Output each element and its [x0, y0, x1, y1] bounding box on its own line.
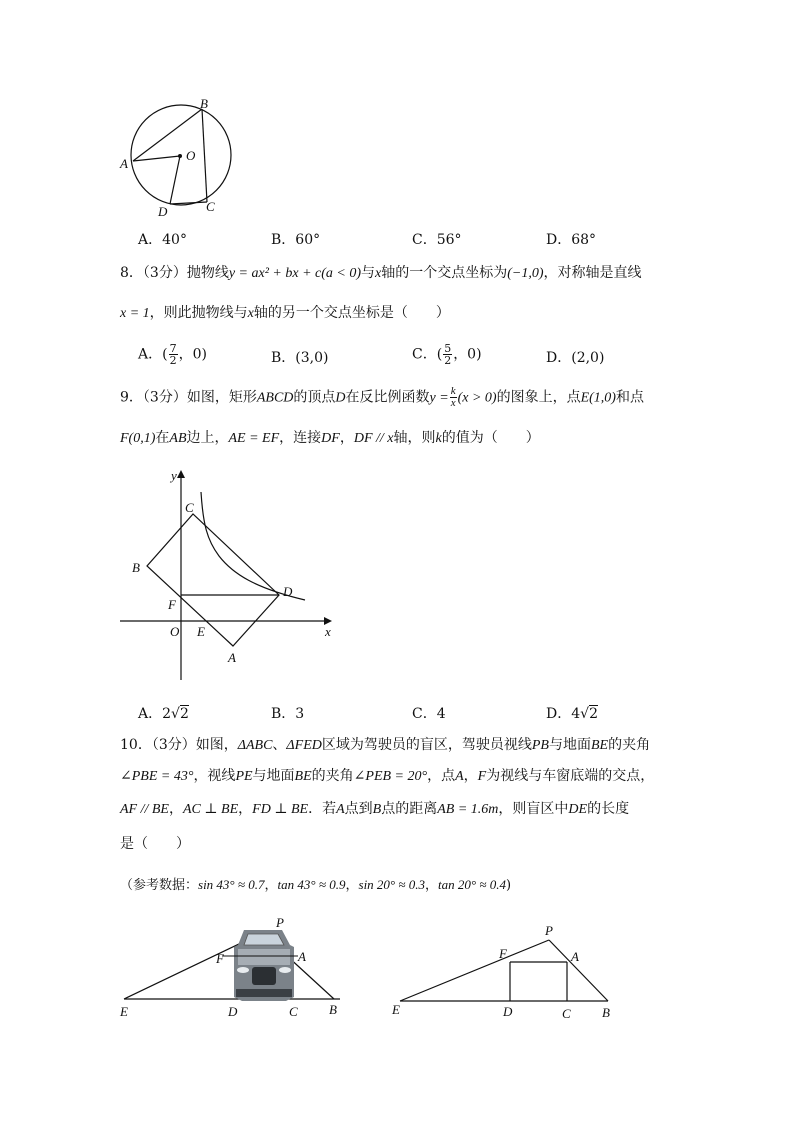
car-grille: [252, 967, 276, 985]
q10-fig2-label-d: D: [503, 1004, 513, 1019]
car-headlight-right: [279, 967, 291, 973]
stem-text: 的图象上，点: [496, 389, 581, 406]
stem-text: 为视线与车窗底端的交点，: [486, 768, 655, 784]
math-expr: sin 20° ≈ 0.3: [358, 877, 426, 892]
math-var: x: [375, 266, 382, 281]
q8-option-b[interactable]: [271, 347, 329, 367]
q10-fig1-label-c: C: [289, 1004, 298, 1019]
fraction-denominator: 2: [444, 354, 452, 367]
q8-option-c[interactable]: [412, 343, 482, 366]
option-text: (3,0): [295, 350, 329, 366]
option-letter: B．: [271, 232, 296, 248]
math-var: ABCD: [256, 390, 294, 406]
fraction: [443, 343, 452, 366]
option-letter: A．: [138, 232, 163, 248]
stem-text: 的夹角: [608, 737, 651, 753]
math-expr: sin 43° ≈ 0.7: [198, 877, 265, 892]
car-windshield: [244, 934, 284, 945]
math-expr: AF // BE: [120, 802, 169, 817]
option-letter: C．: [412, 232, 437, 248]
math-expr: (x > 0): [457, 390, 497, 406]
option-text: 68°: [571, 232, 597, 248]
q7-radius-od: [170, 156, 180, 204]
math-var: BE: [590, 738, 609, 753]
math-expr: AE = EF: [228, 431, 280, 446]
math-var: PB: [531, 738, 549, 753]
q10-reference-data: [120, 875, 511, 896]
math-expr: AB = 1.6m: [437, 802, 499, 817]
car-hood: [238, 949, 290, 965]
q9-option-a[interactable]: [138, 703, 189, 723]
math-expr: y = ax² + bx + c(a < 0): [228, 266, 362, 281]
stem-text: ，连接: [279, 430, 322, 446]
question-score: （3分）: [142, 389, 187, 406]
q7-chord-dc: [170, 202, 207, 204]
radicand: 2: [179, 706, 189, 722]
stem-text: 、: [272, 737, 287, 753]
math-var: F: [477, 769, 487, 784]
fraction-numerator: 7: [169, 342, 177, 355]
math-var: A: [455, 769, 464, 784]
math-var: x: [247, 306, 254, 321]
q7-circle-figure: [118, 96, 238, 221]
option-text: (: [436, 346, 443, 363]
q9-stem-line1: [120, 386, 644, 409]
q7-label-c: C: [206, 199, 215, 214]
q7-label-d: D: [158, 204, 168, 219]
q7-option-a[interactable]: [138, 229, 187, 249]
fraction-denominator: x: [450, 397, 456, 409]
fraction: [450, 386, 457, 409]
stem-text: 与地面: [252, 768, 295, 784]
sqrt-icon: √: [171, 706, 180, 722]
q10-fig2-label-b: B: [602, 1005, 610, 1020]
q10-stem-line3: [120, 799, 629, 820]
q10-fig1-label-d: D: [228, 1004, 238, 1019]
ref-text: ，: [425, 878, 439, 893]
q10-fig2-label-p: P: [545, 923, 553, 938]
question-score: （3分）: [142, 265, 187, 281]
q7-center-dot: [178, 154, 182, 158]
stem-text: 轴，则: [393, 430, 436, 446]
car-bumper: [236, 989, 292, 997]
q9-label-b: B: [132, 560, 140, 575]
stem-text: 点的距离: [381, 801, 438, 817]
option-text: 3: [295, 706, 305, 722]
question-score: （3分）: [151, 737, 196, 753]
stem-text: ，则盲区中: [498, 801, 569, 817]
stem-text: 如图，: [195, 737, 238, 753]
option-text: ，0): [178, 346, 207, 363]
q9-option-b[interactable]: [271, 703, 304, 723]
math-var: BE: [294, 769, 312, 784]
fraction-numerator: 5: [444, 342, 452, 355]
stem-text: ．若: [308, 801, 337, 817]
math-expr: y =: [429, 390, 449, 406]
stem-text: 是（ ）: [120, 836, 190, 852]
q8-option-a[interactable]: [138, 343, 207, 366]
math-expr: tan 43° ≈ 0.9: [277, 877, 346, 892]
fraction-denominator: 2: [169, 354, 177, 367]
q8-option-d[interactable]: [546, 347, 604, 367]
question-number: 8．: [120, 265, 143, 281]
q9-label-x: x: [325, 624, 331, 639]
math-expr: ∠PBE = 43°: [120, 769, 194, 784]
q10-fig1-label-b: B: [329, 1002, 337, 1017]
option-text: (2,0): [571, 350, 605, 366]
option-text: 60°: [295, 232, 321, 248]
math-var: k: [435, 431, 442, 446]
option-letter: D．: [546, 350, 572, 366]
stem-text: ，: [339, 430, 354, 446]
stem-text: 的夹角: [311, 768, 354, 784]
q10-fig1-label-a: A: [298, 949, 306, 964]
math-var: PE: [235, 769, 253, 784]
stem-text: 的值为（ ）: [441, 430, 540, 446]
q9-label-o: O: [170, 624, 180, 639]
q9-y-axis-arrow-icon: [177, 470, 185, 478]
q10-fig2-label-f: F: [499, 946, 507, 961]
q10-stem-line1: [120, 735, 650, 756]
q10-car-figure: [112, 915, 352, 1025]
question-number: 10．: [120, 737, 152, 753]
q10-fig2-label-c: C: [562, 1006, 571, 1021]
q9-option-c[interactable]: [412, 703, 446, 723]
q10-stem-line2: [120, 766, 654, 787]
stem-text: 的顶点: [293, 389, 336, 406]
math-expr: DF // x: [353, 431, 394, 446]
stem-text: 抛物线: [186, 265, 229, 281]
option-text: (: [162, 346, 168, 363]
option-letter: A．: [138, 706, 163, 722]
stem-text: 边上，: [186, 430, 229, 446]
stem-text: 轴的另一个交点坐标是（ ）: [253, 305, 450, 321]
radicand: 2: [589, 706, 598, 722]
stem-text: 在: [155, 430, 170, 446]
q10-stem-line4: [120, 834, 190, 854]
car-headlight-left: [237, 967, 249, 973]
q7-option-d[interactable]: [546, 229, 596, 249]
math-var: DE: [568, 802, 588, 817]
stem-text: 与: [361, 265, 376, 281]
math-point: E(1,0): [580, 390, 616, 406]
q7-label-a: A: [120, 156, 128, 171]
car-image-icon: [234, 930, 294, 1001]
q9-label-d: D: [283, 584, 293, 599]
stem-text: ，则此抛物线与: [149, 305, 248, 321]
ref-text: （参考数据：: [120, 878, 199, 893]
q9-coordinate-figure: [115, 462, 345, 684]
stem-text: ，: [169, 801, 183, 817]
option-letter: B．: [271, 350, 296, 366]
math-point: F(0,1): [120, 431, 156, 446]
stem-text: 和点: [615, 389, 644, 406]
q8-stem-line2: [120, 303, 450, 324]
option-letter: C．: [412, 346, 437, 363]
stem-text: ，视线: [193, 768, 236, 784]
stem-text: 点到: [344, 801, 373, 817]
q10-fig1-label-f: F: [216, 951, 224, 966]
q9-stem-line2: [120, 428, 540, 449]
fraction-numerator: k: [450, 385, 456, 397]
stem-text: 在反比例函数: [345, 389, 430, 406]
math-var: DF: [321, 431, 340, 446]
q9-label-f: F: [168, 597, 176, 612]
q9-label-e: E: [197, 624, 205, 639]
math-var: A: [336, 802, 345, 817]
option-text: 40°: [162, 232, 187, 248]
q9-label-a: A: [228, 650, 236, 665]
fraction: [169, 343, 178, 366]
option-letter: D．: [546, 706, 572, 722]
q8-stem-line1: [120, 263, 642, 284]
q7-radius-oa: [133, 156, 180, 161]
stem-text: 与地面: [548, 737, 591, 753]
option-letter: C．: [412, 706, 437, 722]
q9-label-c: C: [185, 500, 194, 515]
math-point: (−1,0): [507, 266, 544, 281]
option-letter: D．: [546, 232, 572, 248]
question-number: 9．: [120, 389, 143, 406]
math-var: B: [372, 802, 382, 817]
ref-text: ): [506, 878, 512, 893]
math-expr: ΔABC: [237, 738, 273, 753]
q7-chord-bc: [202, 109, 207, 202]
q7-option-c[interactable]: [412, 229, 462, 249]
option-text: 4: [436, 706, 446, 722]
ref-text: ，: [264, 878, 278, 893]
option-letter: B．: [271, 706, 296, 722]
math-expr: tan 20° ≈ 0.4: [438, 877, 506, 892]
stem-text: 区域为驾驶员的盲区，驾驶员视线: [321, 737, 532, 753]
math-expr: ΔFED: [286, 738, 322, 753]
option-text: 4: [571, 706, 581, 722]
ref-text: ，: [345, 878, 359, 893]
q9-rectangle-abcd: [147, 514, 279, 646]
q9-option-d[interactable]: [546, 703, 598, 723]
q10-fig2-label-a: A: [571, 949, 579, 964]
stem-text: 的长度: [587, 801, 630, 817]
math-expr: AC ⊥ BE: [183, 802, 239, 817]
q7-label-b: B: [200, 96, 208, 111]
sqrt-icon: √: [580, 706, 590, 722]
stem-text: 如图，矩形: [186, 389, 257, 406]
math-expr: FD ⊥ BE: [252, 802, 309, 817]
q7-option-b[interactable]: [271, 229, 320, 249]
math-expr: x = 1: [120, 306, 150, 321]
q10-fig1-label-e: E: [120, 1004, 128, 1019]
math-var: AB: [169, 431, 187, 446]
option-text: 56°: [436, 232, 462, 248]
math-expr: ∠PEB = 20°: [353, 769, 428, 784]
q10-fig2-sightline-pe: [400, 940, 549, 1001]
stem-text: ，: [238, 801, 253, 817]
q10-fig1-label-p: P: [276, 915, 284, 930]
stem-text: ，: [463, 768, 478, 784]
q7-label-o: O: [186, 148, 196, 163]
stem-text: ，对称轴是直线: [543, 265, 642, 281]
option-letter: A．: [138, 346, 163, 363]
stem-text: ，点: [427, 768, 456, 784]
math-var: D: [335, 390, 346, 406]
q9-label-y: y: [171, 468, 177, 483]
stem-text: 轴的一个交点坐标为: [381, 265, 508, 281]
q10-fig2-label-e: E: [392, 1002, 400, 1017]
option-text: 2: [162, 706, 172, 722]
option-text: ，0): [453, 346, 482, 363]
q10-geometry-figure: [386, 920, 626, 1025]
